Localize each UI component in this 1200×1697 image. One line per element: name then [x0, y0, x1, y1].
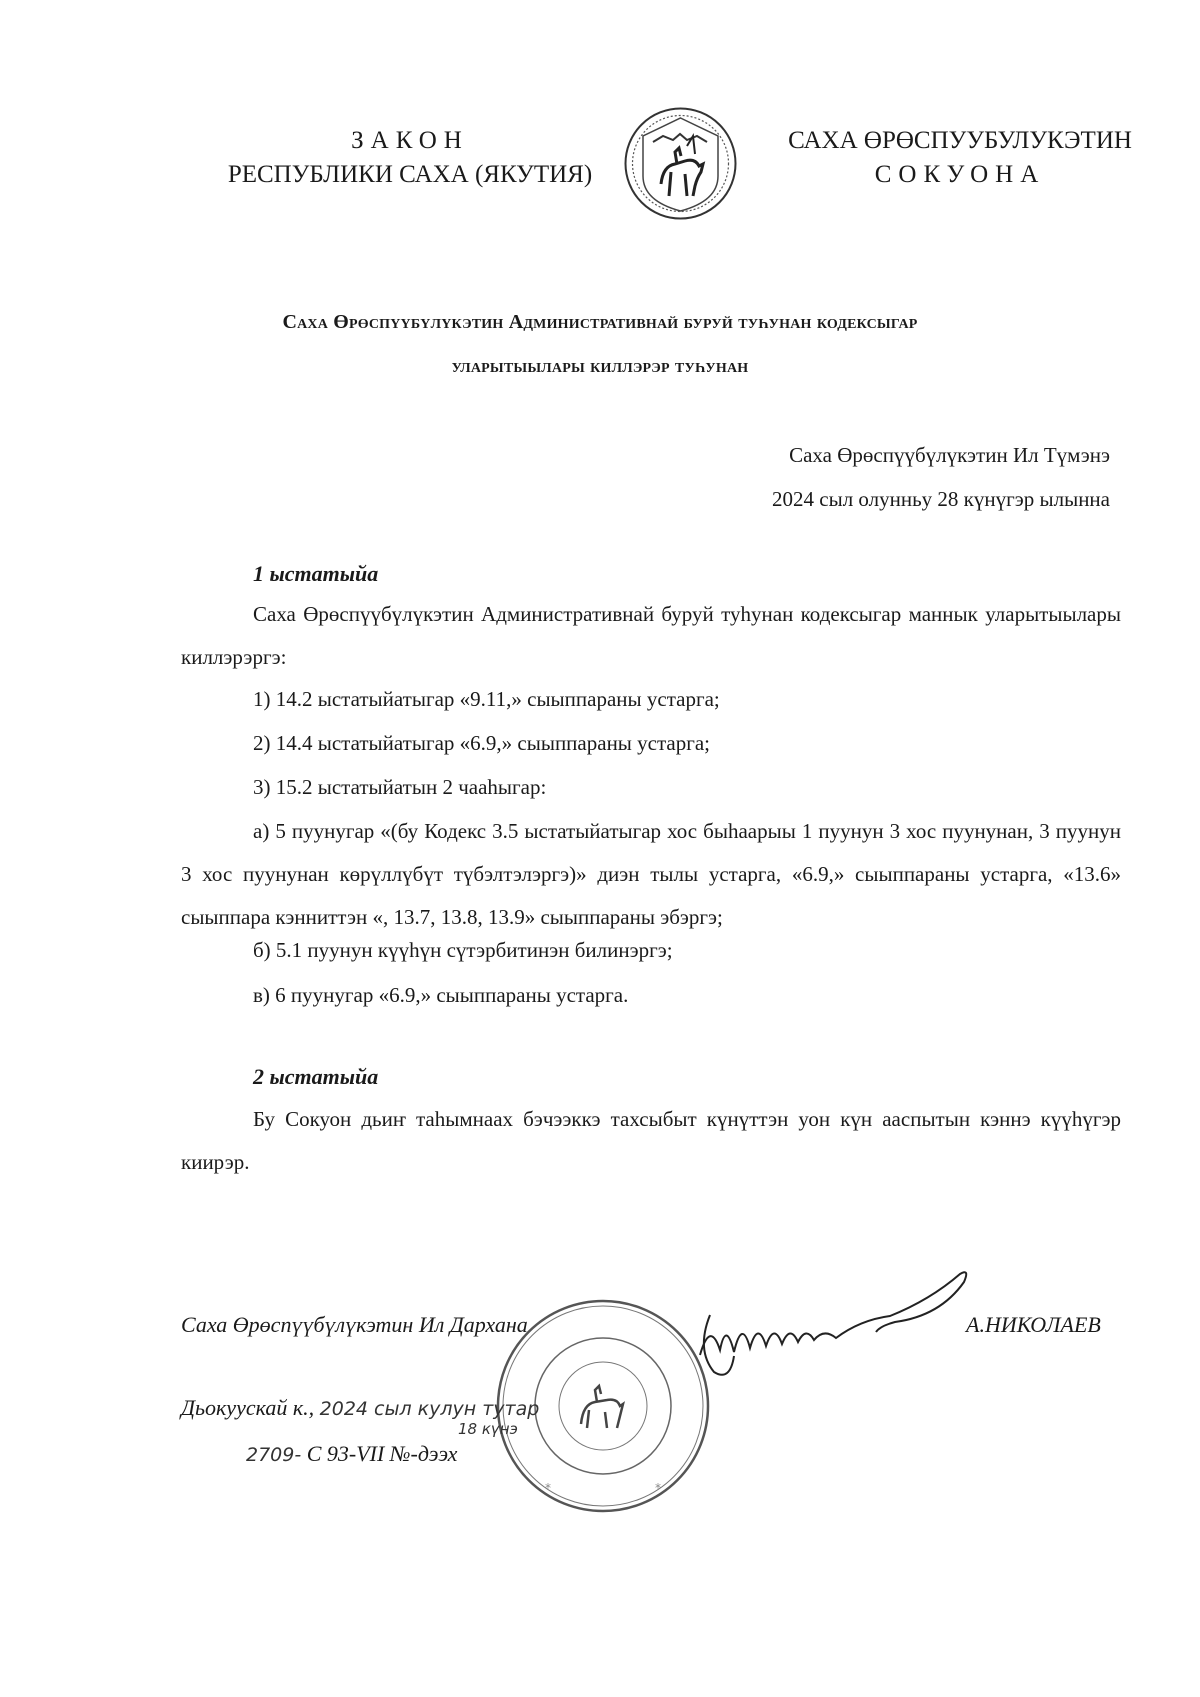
article1-item2: 2) 14.4 ыстатыйатыгар «6.9,» сыыппараны устарга; — [253, 731, 711, 755]
article1-item-v: в) 6 пуунугар «6.9,» сыыппараны устарга. — [253, 983, 629, 1007]
header-left-line1: ЗАКОН — [351, 127, 469, 154]
document-title-line1: Саха Өрөспүүбүлүкэтин Административнай буруй туһунан кодексыгар — [282, 311, 918, 333]
place-date — [181, 1395, 539, 1421]
svg-text:*: * — [655, 1481, 661, 1495]
article2-text: Бу Сокуон дьиҥ таһымнаах бэчээккэ тахсыбыт күнүттэн уон күн ааспытын кэннэ күүһүгэр киирэр. — [181, 1107, 1121, 1174]
number-handwritten: 2709- — [246, 1444, 302, 1466]
article1-item1: 1) 14.2 ыстатыйатыгар «9.11,» сыыппараны устарга; — [253, 687, 720, 711]
signatory-position: Саха Өрөспүүбүлүкэтин Ил Дархана — [181, 1312, 528, 1337]
adoption-line2: 2024 сыл олунньу 28 күнүгэр ылынна — [772, 487, 1110, 511]
adoption-block — [772, 433, 1110, 521]
article1-item-b: б) 5.1 пуунун күүһүн сүтэрбитинэн билинэргэ; — [253, 938, 673, 962]
header-left — [190, 124, 630, 192]
header-right-line2: СОКУОНА — [874, 161, 1046, 188]
handwritten-signature-icon — [690, 1260, 990, 1390]
signatory-name: А.НИКОЛАЕВ — [966, 1312, 1101, 1337]
article1-item3: 3) 15.2 ыстатыйатын 2 чааһыгар: — [253, 775, 547, 799]
day-handwritten: 18 күнэ — [458, 1420, 518, 1438]
header-left-line2: РЕСПУБЛИКИ САХА (ЯКУТИЯ) — [227, 161, 593, 188]
document-title-line2: уларытыылары киллэрэр туһунан — [451, 355, 749, 377]
article1-intro: Саха Өрөспүүбүлүкэтин Административнай буруй туһунан кодексыгар маннык уларытыылары киллэрэргэ: — [181, 602, 1121, 669]
coat-of-arms-icon — [623, 106, 738, 221]
article1-heading: 1 ыстатыйа — [253, 561, 379, 586]
svg-text:*: * — [545, 1481, 551, 1495]
adoption-line1: Саха Өрөспүүбүлүкэтин Ил Түмэнэ — [789, 443, 1110, 467]
place-label: Дьокуускай к., — [181, 1395, 315, 1420]
header-right-line1: САХА ӨРӨСПУУБУЛУКЭТИН — [788, 127, 1132, 154]
article1-item-a: а) 5 пуунугар «(бу Кодекс 3.5 ыстатыйатыгар хос быһаарыы 1 пуунун 3 хос пуунунан, 3 пуунун 3 хос пуунунан көрүллүбүт түбэлтэлэргэ)» диэн тылы устарга, «6.9,» сыыппараны устарга, «13.6» сыыппара кэнниттэн «, 13.7, 13.8, 13.9» сыыппараны эбэргэ; — [181, 819, 1121, 929]
date-handwritten: 2024 сыл кулун тутар — [319, 1398, 540, 1420]
law-number — [246, 1441, 457, 1467]
number-printed: С 93-VII №-дээх — [306, 1441, 458, 1466]
header-right — [770, 124, 1150, 192]
article2-heading: 2 ыстатыйа — [253, 1064, 379, 1089]
